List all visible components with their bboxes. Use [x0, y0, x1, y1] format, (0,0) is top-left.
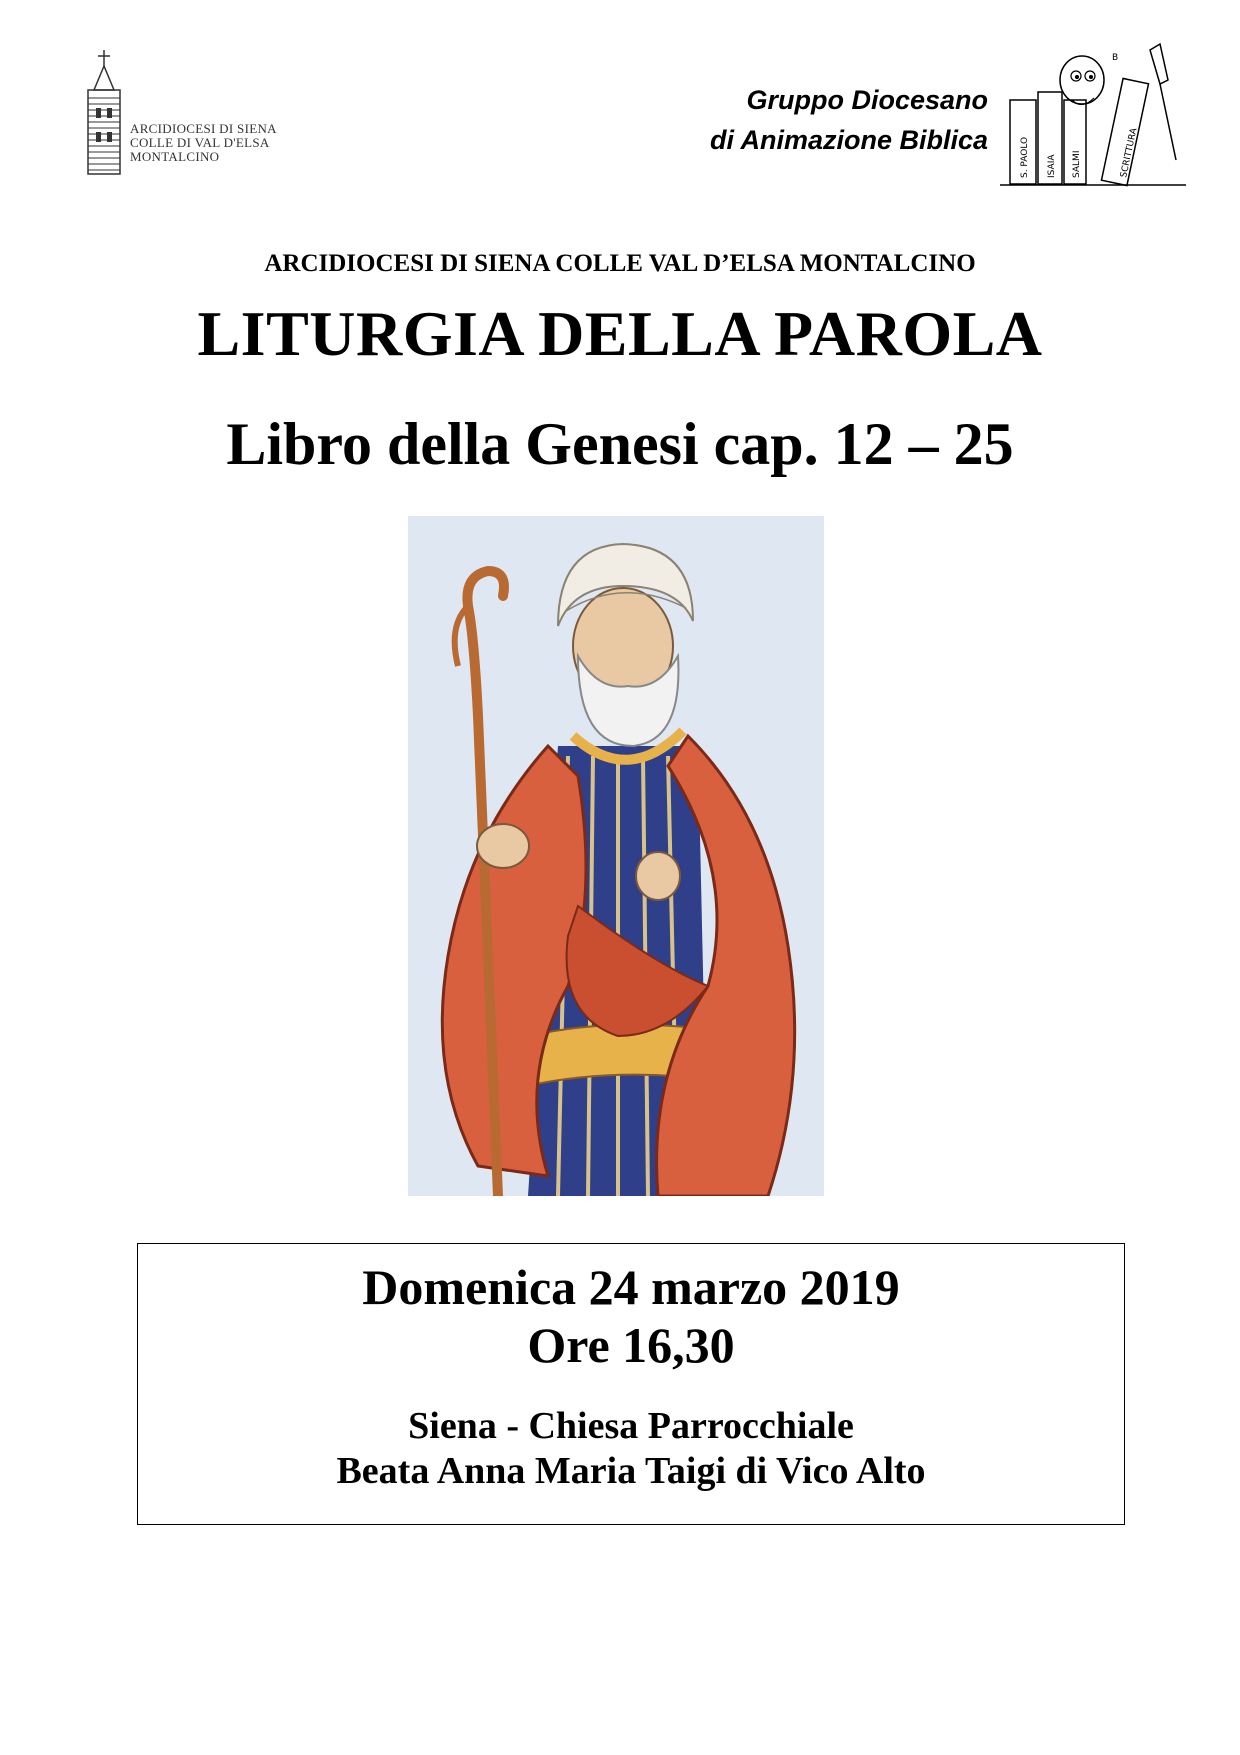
page-title: LITURGIA DELLA PAROLA — [197, 298, 1043, 369]
diocese-logo — [82, 48, 292, 180]
diocese-logo-line-2: COLLE DI VAL D'ELSA — [130, 135, 270, 150]
book-label-1: S. PAOLO — [1020, 136, 1030, 178]
group-title — [710, 80, 988, 160]
page-subtitle: Libro della Genesi cap. 12 – 25 — [226, 411, 1014, 477]
event-date: Domenica 24 marzo 2019 — [362, 1259, 900, 1315]
event-info-box — [137, 1243, 1125, 1525]
group-title-line-1: Gruppo Diocesano — [746, 85, 988, 115]
cathedral-tower-icon — [82, 48, 126, 178]
event-time: Ore 16,30 — [527, 1317, 735, 1373]
diocese-logo-line-3: MONTALCINO — [130, 149, 220, 164]
book-label-2: ISAIA — [1047, 154, 1057, 178]
diocese-logo-line-1: ARCIDIOCESI DI SIENA — [130, 121, 277, 136]
bible-books-mascot-icon — [1000, 40, 1190, 190]
diocese-heading: ARCIDIOCESI DI SIENA COLLE VAL D’ELSA MONTALCINO — [264, 250, 976, 277]
group-title-line-2: di Animazione Biblica — [709, 125, 988, 155]
event-place-line-2: Beata Anna Maria Taigi di Vico Alto — [336, 1450, 926, 1492]
event-place-line-1: Siena - Chiesa Parrocchiale — [408, 1405, 854, 1447]
svg-text:B: B — [1112, 53, 1119, 63]
book-label-4: SCRITTURA — [1119, 127, 1140, 179]
patriarch-with-staff-illustration — [408, 516, 824, 1196]
book-label-3: SALMI — [1072, 150, 1082, 178]
